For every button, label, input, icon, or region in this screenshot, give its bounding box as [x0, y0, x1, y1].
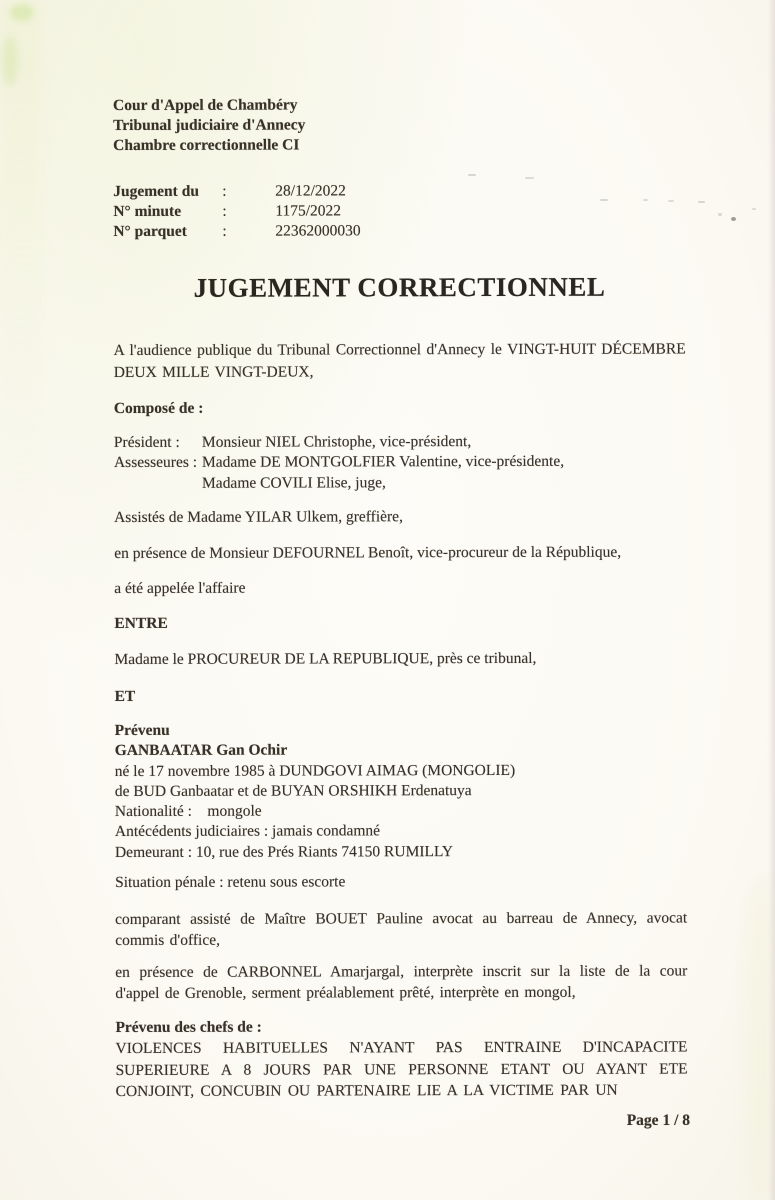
- prosecutor-paragraph: en présence de Monsieur DEFOURNEL Benoît, vice-procureur de la République,: [114, 543, 622, 562]
- et-heading: ET: [114, 687, 136, 705]
- defendant-detail-nationality: Nationalité : mongole: [114, 802, 262, 821]
- scan-speck: [731, 217, 736, 221]
- case-ref-row: [113, 181, 685, 202]
- scan-page-edge: [768, 0, 775, 1200]
- case-ref-separator: :: [222, 202, 227, 220]
- defendant-heading: Prévenu: [114, 721, 170, 739]
- defendant-detail-parents: de BUD Ganbaatar et de BUYAN ORSHIKH Erdenatuya: [114, 781, 472, 800]
- case-references: [113, 181, 685, 242]
- case-ref-label: N° minute: [113, 202, 182, 220]
- counsel-paragraph: comparant assisté de Maître BOUET Pauline avocat au barreau de Annecy, avocat commis d'office,: [115, 909, 688, 950]
- case-ref-value: 28/12/2022: [275, 182, 346, 200]
- charges-block: [115, 1016, 687, 1102]
- case-ref-label: Jugement du: [113, 182, 199, 200]
- charges-text: VIOLENCES HABITUELLES N'AYANT PAS ENTRAINE D'INCAPACITE SUPERIEURE A 8 JOURS PAR UNE PERSONNE ETANT OU AYANT ETE CONJOINT, CONCUBIN OU PARTENAIRE LIE A LA VICTIME PAR UN: [115, 1038, 688, 1101]
- composition-row: [114, 472, 686, 494]
- scan-smudge: [10, 4, 34, 21]
- case-ref-row: [113, 201, 685, 222]
- scan-edge-wash: [747, 880, 775, 1200]
- scan-edge-wash: [0, 0, 42, 560]
- scan-speck: [698, 201, 705, 203]
- court-line: Cour d'Appel de Chambéry: [113, 96, 298, 114]
- scan-speck: [718, 213, 722, 216]
- document-content: [113, 95, 688, 1103]
- defendant-detail-address: Demeurant : 10, rue des Prés Riants 74150 RUMILLY: [114, 842, 454, 861]
- composition-row: [114, 431, 686, 453]
- plaintiff-paragraph: Madame le PROCUREUR DE LA REPUBLIQUE, près ce tribunal,: [114, 649, 537, 668]
- composition-person: Madame COVILI Elise, juge,: [201, 473, 386, 492]
- tribunal-composition: [114, 431, 686, 494]
- defendant-block: [115, 720, 687, 864]
- court-header: [113, 95, 685, 156]
- case-ref-separator: :: [222, 182, 227, 200]
- document-title: JUGEMENT CORRECTIONNEL: [193, 271, 606, 303]
- composition-role: [114, 473, 202, 494]
- composition-heading: Composé de :: [113, 399, 204, 417]
- defendant-name: GANBAATAR Gan Ochir: [114, 741, 288, 760]
- entre-heading: ENTRE: [114, 614, 168, 632]
- case-ref-value: 1175/2022: [275, 202, 342, 220]
- case-ref-separator: :: [222, 222, 227, 240]
- case-called-paragraph: a été appelée l'affaire: [114, 579, 246, 597]
- case-ref-value: 22362000030: [275, 222, 361, 240]
- case-ref-row: [113, 221, 685, 242]
- interpreter-paragraph: en présence de CARBONNEL Amarjargal, interprète inscrit sur la liste de la cour d'appel de Grenoble, serment préalablement prêté, interprète en mongol,: [115, 962, 688, 1003]
- composition-person: Monsieur NIEL Christophe, vice-président,: [201, 432, 472, 451]
- defendant-detail-birth: né le 17 novembre 1985 à DUNDGOVI AIMAG (MONGOLIE): [114, 761, 516, 780]
- scan-smudge: [2, 36, 18, 86]
- scan-speck: [752, 208, 756, 210]
- composition-role: Assesseures :: [113, 453, 198, 471]
- page-number: Page 1 / 8: [626, 1112, 690, 1129]
- defendant-detail-record: Antécédents judiciaires : jamais condamné: [114, 822, 381, 841]
- composition-role: Président :: [113, 433, 180, 451]
- case-ref-label: N° parquet: [113, 222, 187, 240]
- court-line: Tribunal judiciaire d'Annecy: [113, 116, 306, 134]
- composition-person: Madame DE MONTGOLFIER Valentine, vice-présidente,: [201, 452, 565, 471]
- charges-heading: Prévenu des chefs de :: [115, 1018, 262, 1036]
- clerk-paragraph: Assistés de Madame YILAR Ulkem, greffière,: [114, 508, 403, 526]
- penal-status-paragraph: Situation pénale : retenu sous escorte: [115, 873, 346, 892]
- court-line: Chambre correctionnelle CI: [113, 136, 300, 154]
- composition-row: [114, 452, 686, 474]
- audience-paragraph: A l'audience publique du Tribunal Correctionnel d'Annecy le VINGT-HUIT DÉCEMBRE DEUX MILLE VINGT-DEUX,: [113, 340, 686, 381]
